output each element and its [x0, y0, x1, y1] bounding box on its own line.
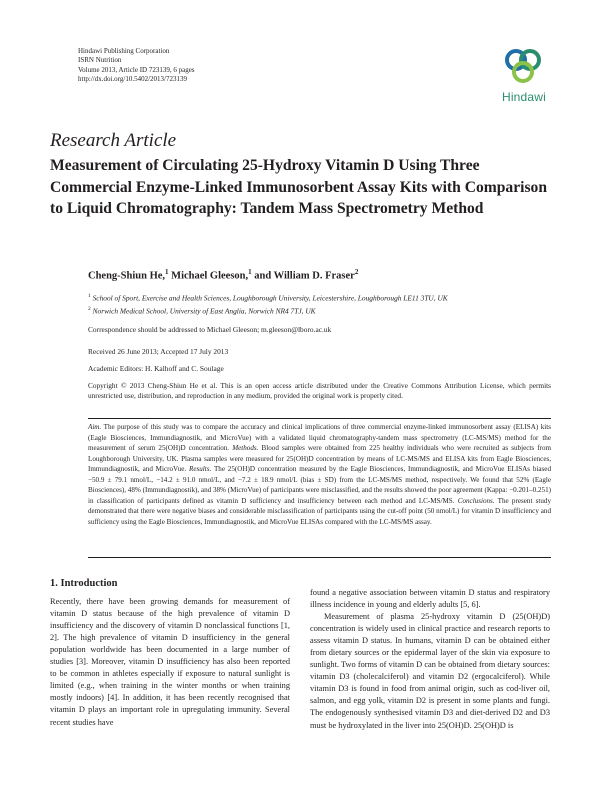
- affiliation: [88, 306, 316, 315]
- correspondence: Correspondence should be addressed to Michael Gleeson; m.gleeson@lboro.ac.uk: [88, 325, 332, 334]
- logo-wordmark: Hindawi: [501, 90, 547, 104]
- section-heading: 1. Introduction: [50, 578, 118, 589]
- left-column: [50, 578, 290, 729]
- abstract-conclusions-text: The present study demonstrated that there were negative biases and considerable misclassification of participants using the cut-off point (50 nmol/L) for vitamin D insufficiency and sufficiency using the Eagle Biosciences, Immundiagnostik, and MicroVue ELISAs compared with the LC-MS/MS assay.: [88, 496, 551, 526]
- affiliation-text: Norwich Medical School, University of East Anglia, Norwich NR4 7TJ, UK: [90, 306, 316, 316]
- abstract-aim-text: The purpose of this study was to compare the accuracy and clinical implications of three commercial enzyme-linked immunosorbent assay (ELISA) kits (Eagle Biosciences, Immundiagnostik, and MicroVue) with a validated liquid chromatography-tandem mass spectrometry (LC-MS/MS) method for the measurement of serum 25(OH)D concentration.: [88, 423, 551, 453]
- abstract-conclusions-label: Conclusions.: [457, 496, 495, 505]
- hindawi-logo-icon: [494, 42, 554, 90]
- divider: [88, 418, 551, 419]
- affiliation: [88, 293, 448, 302]
- affiliation-text: School of Sport, Exercise and Health Sciences, Loughborough University, Leicestershire, Loughborough LE11 3TU, UK: [90, 293, 448, 303]
- right-column: [310, 587, 550, 732]
- author-affiliation-mark: 2: [354, 268, 359, 276]
- body-paragraph: found a negative association between vitamin D status and respiratory illness incidence in young and elderly adults [5, 6].: [310, 588, 550, 610]
- article-type: Research Article: [50, 130, 177, 151]
- paper-title: Measurement of Circulating 25-Hydroxy Vitamin D Using Three Commercial Enzyme-Linked Immunosorbent Assay Kits with Comparison to Liquid Chromatography: Tandem Mass Spectrometry Method: [50, 157, 547, 217]
- journal-name: ISRN Nutrition: [78, 56, 122, 65]
- affiliation-number: 1: [88, 293, 91, 299]
- abstract-aim-label: Aim.: [88, 423, 102, 431]
- body-paragraph: Measurement of plasma 25-hydroxy vitamin D (25(OH)D) concentration is widely used in clinical practice and research reports to assess vitamin D status. In humans, vitamin D can be obtained either from dietary sources or the epidermal layer of the skin via exposure to sunlight. Two forms of vitamin D can be obtained from dietary sources: vitamin D3 (cholecalciferol) and vitamin D2 (ergocalciferol). While vitamin D3 is found in food from animal origin, such as cod-liver oil, salmon, and egg yolk, vitamin D2 is present in some plants and fungi. The endogenously synthesised vitamin D3 and diet-derived D2 and D3 must be hydroxylated in the liver into 25(OH)D. 25(OH)D is: [310, 612, 550, 730]
- publisher-name: Hindawi Publishing Corporation: [78, 47, 170, 55]
- author-affiliation-mark: 1: [248, 268, 252, 276]
- received-dates: Received 26 June 2013; Accepted 17 July 2013: [88, 347, 229, 356]
- abstract-methods-text: Blood samples were obtained from 225 healthy individuals who were recruited as subjects from Loughborough University, UK. Plasma samples were measured for 25(OH)D concentration by means of LC-MS/MS and ELISA kits from Eagle Biosciences, Immundiagnostik, and MicroVue.: [88, 444, 552, 474]
- hindawi-logo: [494, 42, 554, 106]
- author-name: Michael Gleeson,: [168, 270, 249, 282]
- divider: [88, 557, 551, 558]
- abstract: [88, 422, 551, 527]
- abstract-results-label: Results.: [189, 465, 212, 474]
- author-list: [88, 268, 358, 282]
- body-paragraph: Recently, there have been growing demands for measurement of vitamin D status because of the high prevalence of vitamin D insufficiency and the discovery of vitamin D nonclassical functions [1, 2]. The high prevalence of vitamin D insufficiency in the general population worldwide has been documented in a large number of studies [3]. Moreover, vitamin D insufficiency has also been reported to be common in athletes especially if exposure to natural sunlight is limited (e.g., when training in the winter months or when training mostly indoors) [4]. In addition, it has been recently recognised that vitamin D plays an important role in upregulating immunity. Several recent studies have: [50, 597, 290, 727]
- doi-link[interactable]: http://dx.doi.org/10.5402/2013/723139: [78, 74, 187, 83]
- abstract-results-text: The 25(OH)D concentration measured by the Eagle Biosciences, Immundiagnostik, and MicroVue ELISAs biased −50.9 ± 79.1 nmol/L, −14.2 ± 91.0 nmol/L, and −7.2 ± 18.9 nmol/L (bias ± SD) from the LC-MS/MS method, respectively. We found that 52% (Eagle Biosciences), 48% (Immundiagnostik), and 38% (MicroVue) of participants were misclassified, and the results showed the poor agreement (Kappa: −0.201–0.251) in classification of participants defined as vitamin D sufficiency and insufficiency between each method and LC-MS/MS.: [88, 465, 551, 505]
- author-name: and William D. Fraser: [251, 270, 355, 282]
- abstract-methods-label: Methods.: [232, 444, 259, 453]
- author-name: Cheng-Shiun He,: [88, 270, 166, 282]
- author-affiliation-mark: 1: [165, 268, 169, 276]
- affiliation-number: 2: [88, 306, 91, 312]
- volume-info: Volume 2013, Article ID 723139, 6 pages: [78, 65, 195, 74]
- publisher-info: [78, 47, 195, 84]
- copyright-notice: Copyright © 2013 Cheng-Shiun He et al. This is an open access article distributed under the Creative Commons Attribution License, which permits unrestricted use, distribution, and reproduction in any medium, provided the original work is properly cited.: [88, 381, 551, 400]
- academic-editors: Academic Editors: H. Kalhoff and C. Soulage: [88, 364, 224, 373]
